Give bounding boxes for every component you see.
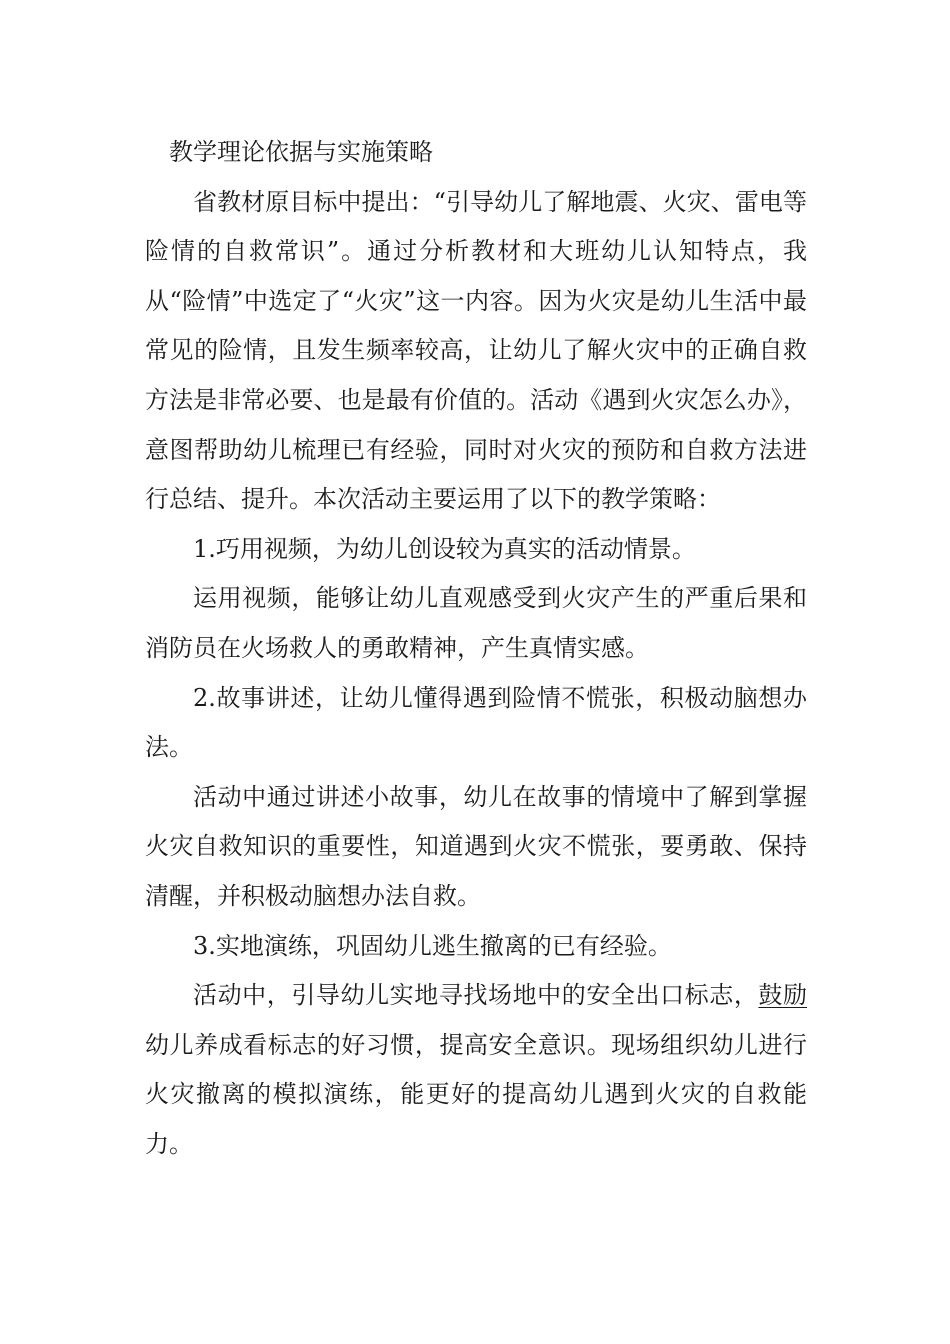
strategy-2-body: 活动中通过讲述小故事，幼儿在故事的情境中了解到掌握火灾自救知识的重要性，知道遇到火灾不慌张，要勇敢、保持清醒，并积极动脑想办法自救。 [145, 782, 807, 910]
strategy-3-body-end: 幼儿养成看标志的好习惯，提高安全意识。现场组织幼儿进行火灾撤离的模拟演练，能更好的提高幼儿遇到火灾的自救能力。 [145, 1030, 807, 1158]
underlined-word: 鼓励 [758, 981, 808, 1010]
strategy-3-title: 3.实地演练，巩固幼儿逃生撤离的已有经验。 [193, 931, 672, 960]
strategy-1-title: 1.巧用视频，为幼儿创设较为真实的活动情景。 [193, 534, 696, 563]
strategy-1-body: 运用视频，能够让幼儿直观感受到火灾产生的严重后果和消防员在火场救人的勇敢精神，产生真情实感。 [145, 584, 807, 662]
section-heading: 教学理论依据与实施策略 [169, 138, 433, 166]
strategy-3-body-start: 活动中，引导幼儿实地寻找场地中的安全出口标志， [193, 981, 759, 1010]
document-body [145, 128, 807, 1169]
strategy-2-title: 2.故事讲述，让幼儿懂得遇到险情不慌张，积极动脑想办法。 [145, 683, 807, 762]
strategy-3-body [145, 971, 807, 1169]
intro-paragraph: 省教材原目标中提出：“引导幼儿了解地震、火灾、雷电等险情的自救常识”。通过分析教材和大班幼儿认知特点，我从“险情”中选定了“火灾”这一内容。因为火灾是幼儿生活中最常见的险情，且发生频率较高，让幼儿了解火灾中的正确自救方法是非常必要、也是最有价值的。活动《遇到火灾怎么办》，意图帮助幼儿梳理已有经验，同时对火灾的预防和自救方法进行总结、提升。本次活动主要运用了以下的教学策略： [145, 187, 807, 514]
